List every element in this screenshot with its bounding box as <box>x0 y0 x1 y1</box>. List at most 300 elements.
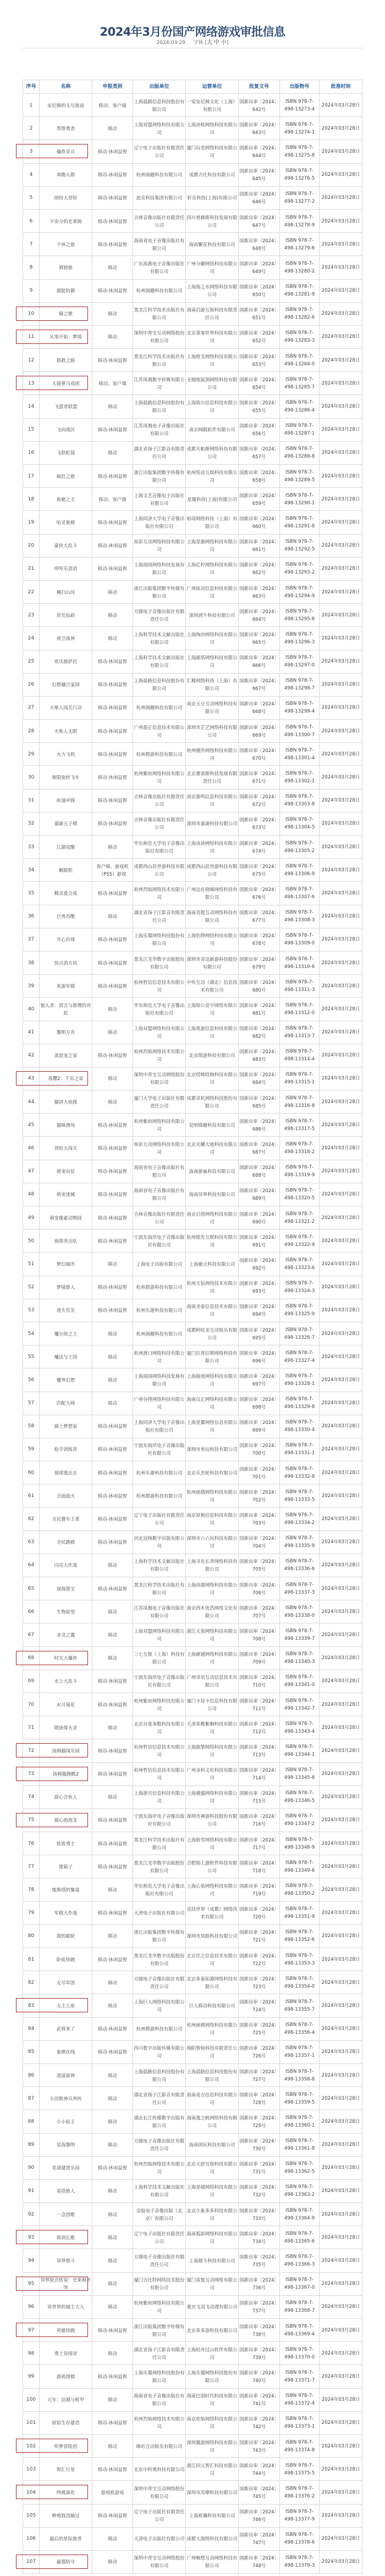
col-header-isbn: 出版物号 <box>280 80 320 94</box>
table-row <box>23 372 362 395</box>
cell-approval-date: 2024年03月28日 <box>320 2527 362 2550</box>
cell-seq: 95 <box>23 2272 40 2295</box>
cell-name: 原始生存建造 <box>40 2411 92 2434</box>
cell-category: 移动-休闲益智 <box>92 1948 133 1971</box>
cell-category: 移动-休闲益智 <box>92 349 133 372</box>
cell-approval-no: 国新出审〔2024〕700号 <box>239 1438 280 1461</box>
cell-approval-date: 2024年03月28日 <box>320 2226 362 2249</box>
cell-seq: 41 <box>23 1021 40 1044</box>
cell-approval-date: 2024年03月28日 <box>320 2458 362 2481</box>
cell-operator: 浙江天栾网络科技有限公司 <box>186 1623 239 1646</box>
cell-isbn: ISBN 978-7-498-13319-9 <box>280 1160 320 1183</box>
cell-approval-date: 2024年03月28日 <box>320 2040 362 2063</box>
table-row <box>23 2203 362 2226</box>
cell-name: 奔跑人群 <box>40 163 92 186</box>
cell-operator: 广州分趣网络科技有限公司 <box>186 256 239 279</box>
cell-name: 铁盾勇士 <box>40 1832 92 1855</box>
cell-name: 梦幻城市 <box>40 1253 92 1276</box>
cell-approval-no: 国新出审〔2024〕665号 <box>239 627 280 650</box>
cell-name: 冒险大闯关 <box>40 1137 92 1160</box>
cell-isbn: ISBN 978-7-498-13370-0 <box>280 2342 320 2365</box>
cell-approval-no: 国新出审〔2024〕655号 <box>239 395 280 418</box>
cell-publisher: 海南省电子音像出版社有限公司 <box>133 1183 186 1206</box>
cell-approval-no: 国新出审〔2024〕712号 <box>239 1716 280 1739</box>
cell-operator: 广州炫动信息科技有限公司 <box>186 580 239 603</box>
cell-name: 异世界的城主大人 <box>40 2295 92 2318</box>
cell-operator: 广州金科文化科技有限公司 <box>186 1762 239 1785</box>
cell-isbn: ISBN 978-7-498-13327-4 <box>280 1345 320 1368</box>
cell-publisher: 杭州群游科技有限公司 <box>133 2017 186 2040</box>
table-row <box>23 2087 362 2110</box>
cell-publisher: 天津电子出版社有限公司 <box>133 1901 186 1924</box>
cell-category: 移动 <box>92 1924 133 1948</box>
cell-name: 安尼姆的无尽旅途 <box>40 94 92 117</box>
cell-operator: 上海怡铮网络科技有限公司 <box>186 928 239 951</box>
cell-operator: 北京任之信息技术有限公司 <box>186 1948 239 1971</box>
cell-isbn: ISBN 978-7-498-13355-7 <box>280 1994 320 2017</box>
cell-seq: 80 <box>23 1924 40 1948</box>
cell-seq: 92 <box>23 2203 40 2226</box>
cell-isbn: ISBN 978-7-498-13377-9 <box>280 2504 320 2527</box>
cell-approval-no: 国新出审〔2024〕736号 <box>239 2272 280 2295</box>
table-row <box>23 1392 362 1415</box>
cell-name: 最后的星际旅者 <box>40 2527 92 2550</box>
cell-category: 移动 <box>92 1994 133 2017</box>
cell-approval-no: 国新出审〔2024〕725号 <box>239 2017 280 2040</box>
cell-operator: 上海海之水网络科技有限公司 <box>186 279 239 302</box>
cell-isbn: ISBN 978-7-498-13297-0 <box>280 650 320 673</box>
font-size-label: 字体 <box>193 40 204 46</box>
cell-isbn: ISBN 978-7-498-13359-5 <box>280 2087 320 2110</box>
cell-category: 移动 <box>92 627 133 650</box>
cell-publisher: 吉林音像出版社有限责任公司 <box>133 789 186 812</box>
font-size-large[interactable]: 大 <box>207 40 213 46</box>
cell-approval-date: 2024年03月28日 <box>320 1693 362 1716</box>
cell-operator: 四川普赖斯科技发展有限公司 <box>186 209 239 232</box>
cell-approval-date: 2024年03月28日 <box>320 650 362 673</box>
cell-approval-no: 国新出审〔2024〕698号 <box>239 1392 280 1415</box>
cell-seq: 50 <box>23 1229 40 1253</box>
cell-isbn: ISBN 978-7-498-13300-7 <box>280 720 320 743</box>
cell-approval-date: 2024年03月28日 <box>320 1253 362 1276</box>
cell-isbn: ISBN 978-7-498-13277-2 <box>280 186 320 209</box>
table-row <box>23 1415 362 1438</box>
cell-approval-no: 国新出审〔2024〕654号 <box>239 372 280 395</box>
cell-publisher: 杭州群游科技有限公司 <box>133 1276 186 1299</box>
cell-approval-date: 2024年03月28日 <box>320 2481 362 2504</box>
cell-approval-no: 国新出审〔2024〕727号 <box>239 2063 280 2087</box>
cell-approval-date: 2024年03月28日 <box>320 94 362 117</box>
cell-name: 缤纷大冒险 <box>40 186 92 209</box>
cell-approval-no: 国新出审〔2024〕695号 <box>239 1322 280 1345</box>
cell-seq: 71 <box>23 1716 40 1739</box>
font-size-small[interactable]: 小 <box>221 40 227 46</box>
cell-operator: 无锡地鼠洞网络科技有限公司 <box>186 372 239 395</box>
cell-operator: 上海寻光长青网络科技有限公司 <box>186 1554 239 1577</box>
cell-category: 移动 <box>92 1253 133 1276</box>
cell-category: 移动 <box>92 2527 133 2550</box>
cell-category: 移动-休闲益智 <box>92 1531 133 1554</box>
cell-publisher: 四川数字出版传媒有限公司 <box>133 2040 186 2063</box>
cell-approval-date: 2024年03月28日 <box>320 2319 362 2342</box>
cell-approval-date: 2024年03月28日 <box>320 256 362 279</box>
cell-approval-date: 2024年03月28日 <box>320 1716 362 1739</box>
cell-isbn: ISBN 978-7-498-13324-3 <box>280 1276 320 1299</box>
table-row <box>23 789 362 812</box>
cell-name: 巨兽苏醒 <box>40 905 92 928</box>
cell-publisher: 江苏凤凰电子音像出版社有限公司 <box>133 1600 186 1623</box>
cell-category: 移动-休闲益智 <box>92 1415 133 1438</box>
cell-approval-no: 国新出审〔2024〕731号 <box>239 2156 280 2179</box>
cell-name: 汤姆猫跑酷2 <box>40 1762 92 1785</box>
table-row <box>23 1716 362 1739</box>
cell-publisher: 上海科学技术文献出版社有限公司 <box>133 650 186 673</box>
cell-name: 萌宠迷城 <box>40 1183 92 1206</box>
cell-isbn: ISBN 978-7-498-13286-4 <box>280 395 320 418</box>
cell-approval-no: 国新出审〔2024〕723号 <box>239 1971 280 1994</box>
cell-seq: 57 <box>23 1392 40 1415</box>
cell-seq: 58 <box>23 1415 40 1438</box>
table-row <box>23 1438 362 1461</box>
cell-operator: 成都力比科技有限公司 <box>186 163 239 186</box>
cell-approval-no: 国新出审〔2024〕746号 <box>239 2504 280 2527</box>
cell-approval-no: 国新出审〔2024〕672号 <box>239 789 280 812</box>
table-row <box>23 1554 362 1577</box>
cell-isbn: ISBN 978-7-498-13304-5 <box>280 812 320 835</box>
table-row <box>23 1531 362 1554</box>
table-row <box>23 928 362 951</box>
cell-approval-date: 2024年03月28日 <box>320 604 362 627</box>
cell-isbn: ISBN 978-7-498-13280-2 <box>280 256 320 279</box>
cell-seq: 12 <box>23 349 40 372</box>
cell-isbn: ISBN 978-7-498-13292-5 <box>280 534 320 557</box>
cell-approval-no: 国新出审〔2024〕656号 <box>239 418 280 441</box>
cell-approval-date: 2024年03月28日 <box>320 720 362 743</box>
cell-operator: 海南狐影网络科技有限公司 <box>186 2226 239 2249</box>
cell-category: 移动 <box>92 2179 133 2202</box>
cell-category: 移动-休闲益智 <box>92 1693 133 1716</box>
cell-isbn: ISBN 978-7-498-13283-3 <box>280 325 320 348</box>
table-row <box>23 650 362 673</box>
cell-seq: 76 <box>23 1832 40 1855</box>
cell-name: 虎卫战神 <box>40 627 92 650</box>
cell-approval-no: 国新出审〔2024〕653号 <box>239 349 280 372</box>
cell-isbn: ISBN 978-7-498-13371-7 <box>280 2365 320 2388</box>
cell-category: 移动 <box>92 1322 133 1345</box>
cell-publisher: 金报电子音像出版（北京）有限公司 <box>133 2203 186 2226</box>
cell-operator: 上海圆戏网络科技有限公司 <box>186 1368 239 1392</box>
cell-approval-date: 2024年03月28日 <box>320 2063 362 2087</box>
cell-approval-no: 国新出审〔2024〕728号 <box>239 2087 280 2110</box>
cell-operator: 昆明锋趣科技有限公司 <box>186 1114 239 1137</box>
cell-operator: 南京伦焰网络科技有限公司 <box>186 2411 239 2434</box>
cell-approval-no: 国新出审〔2024〕681号 <box>239 998 280 1021</box>
cell-isbn: ISBN 978-7-498-13373-1 <box>280 2411 320 2434</box>
table-row <box>23 2458 362 2481</box>
table-row <box>23 1577 362 1600</box>
cell-category: 移动 <box>92 1785 133 1809</box>
cell-approval-no: 国新出审〔2024〕738号 <box>239 2319 280 2342</box>
cell-seq: 87 <box>23 2087 40 2110</box>
table-row <box>23 349 362 372</box>
table-row <box>23 673 362 696</box>
cell-approval-no: 国新出审〔2024〕669号 <box>239 720 280 743</box>
table-row <box>23 766 362 789</box>
cell-category: 移动-休闲益智 <box>92 789 133 812</box>
cell-seq: 79 <box>23 1901 40 1924</box>
cell-approval-no: 国新出审〔2024〕724号 <box>239 1994 280 2017</box>
cell-approval-no: 国新出审〔2024〕657号 <box>239 441 280 464</box>
cell-name: 疯狂之旅 <box>40 465 92 488</box>
cell-publisher: 海南省电子音像出版社有限公司 <box>133 2388 186 2411</box>
cell-operator: 重庆飞羽飞动漫有限公司 <box>186 2295 239 2318</box>
cell-seq: 36 <box>23 905 40 928</box>
cell-isbn: ISBN 978-7-498-13365-6 <box>280 2226 320 2249</box>
table-row <box>23 256 362 279</box>
cell-publisher: 上海科学技术文献出版社有限公司 <box>133 1554 186 1577</box>
cell-isbn: ISBN 978-7-498-13305-2 <box>280 836 320 859</box>
cell-approval-no: 国新出审〔2024〕745号 <box>239 2481 280 2504</box>
cell-seq: 53 <box>23 1299 40 1322</box>
cell-name: 我的邮轮 <box>40 1924 92 1948</box>
cell-category: 移动-休闲益智 <box>92 1183 133 1206</box>
cell-operator: 上海娱公信息科技有限公司 <box>186 395 239 418</box>
cell-publisher: 浙江出版集团数字传媒有限公司 <box>133 465 186 488</box>
table-row <box>23 2156 362 2179</box>
cell-operator: 海南启游互娱科技有限责任公司 <box>186 302 239 325</box>
cell-approval-date: 2024年03月28日 <box>320 1507 362 1531</box>
cell-approval-no: 国新出审〔2024〕708号 <box>239 1623 280 1646</box>
cell-publisher: 湖北省扬子江影音有限责任公司 <box>133 2342 186 2365</box>
cell-category: 移动-休闲益智 <box>92 1137 133 1160</box>
cell-operator: 深圳市六六玩科技有限公司 <box>186 1531 239 1554</box>
cell-operator: 南京网眼软件有限公司 <box>186 418 239 441</box>
cell-approval-date: 2024年03月28日 <box>320 2203 362 2226</box>
cell-operator: 海南异界科技有限公司 <box>186 1183 239 1206</box>
cell-approval-date: 2024年03月28日 <box>320 325 362 348</box>
table-row <box>23 1693 362 1716</box>
cell-publisher: 华东师范大学电子音像出版社有限公司 <box>133 836 186 859</box>
cell-operator: 上海冰块网络科技有限公司 <box>186 836 239 859</box>
cell-operator: 绵阳智如科技有限责任公司 <box>186 2040 239 2063</box>
cell-category: 移动-休闲益智 <box>92 1809 133 1832</box>
cell-isbn: ISBN 978-7-498-13364-9 <box>280 2203 320 2226</box>
cell-publisher: 上海同济大学电子音像出版社有限公司 <box>133 1415 186 1438</box>
cell-name: 从零开始：梦境 <box>40 325 92 348</box>
cell-publisher: 咪咕互动娱乐有限公司 <box>133 2434 186 2457</box>
cell-seq: 29 <box>23 743 40 766</box>
cell-operator: 成都大海怪科技有限公司 <box>186 2527 239 2550</box>
cell-name: 深海猎宝 <box>40 1577 92 1600</box>
cell-name: 无主王座 <box>40 1994 92 2017</box>
cell-publisher: 湖北省扬子江影音有限责任公司 <box>133 905 186 928</box>
cell-approval-no: 国新出审〔2024〕697号 <box>239 1368 280 1392</box>
cell-approval-date: 2024年03月28日 <box>320 2272 362 2295</box>
cell-approval-date: 2024年03月28日 <box>320 418 362 441</box>
cell-operator: 海南麦吉信息科技有限公司 <box>186 2087 239 2110</box>
cell-isbn: ISBN 978-7-498-13372-4 <box>280 2388 320 2411</box>
cell-seq: 102 <box>23 2434 40 2457</box>
cell-name: 江湖觉醒 <box>40 836 92 859</box>
cell-publisher: 江苏凤凰电子音像出版社有限公司 <box>133 418 186 441</box>
cell-category: 移动 <box>92 1716 133 1739</box>
cell-publisher: 河北冠林数字出版有限公司 <box>133 1531 186 1554</box>
cell-seq: 42 <box>23 1044 40 1067</box>
table-row <box>23 2272 362 2295</box>
cell-approval-no: 国新出审〔2024〕662号 <box>239 557 280 580</box>
table-row <box>23 2504 362 2527</box>
cell-publisher: 杭州渡口网络科技有限公司 <box>133 1345 186 1368</box>
cell-operator: 海南繁花科技有限公司 <box>186 233 239 256</box>
cell-name: 流浪宠之家 <box>40 1044 92 1067</box>
cell-approval-date: 2024年03月28日 <box>320 1206 362 1229</box>
cell-publisher: 北京中科奥科技有限公司 <box>133 2458 186 2481</box>
cell-category: 移动 <box>92 441 133 464</box>
table-row <box>23 163 362 186</box>
cell-isbn: ISBN 978-7-498-13350-2 <box>280 1878 320 1901</box>
cell-seq: 94 <box>23 2249 40 2272</box>
cell-category: 移动-休闲益智 <box>92 1276 133 1299</box>
cell-operator: 上海格戈网络科技有限公司 <box>186 349 239 372</box>
cell-isbn: ISBN 978-7-498-13312-0 <box>280 998 320 1021</box>
cell-publisher: 上海乐蜀网络科技股份有限公司 <box>133 928 186 951</box>
cell-approval-date: 2024年03月28日 <box>320 1114 362 1137</box>
cell-approval-date: 2024年03月28日 <box>320 395 362 418</box>
cell-approval-no: 国新出审〔2024〕687号 <box>239 1137 280 1160</box>
cell-seq: 72 <box>23 1739 40 1762</box>
cell-isbn: ISBN 978-7-498-13346-5 <box>280 1785 320 1809</box>
cell-publisher: 杭州乐港科技有限公司 <box>133 1299 186 1322</box>
cell-category: 移动 <box>92 2226 133 2249</box>
cell-name: 卧底快跑 <box>40 1948 92 1971</box>
cell-approval-date: 2024年03月28日 <box>320 1994 362 2017</box>
cell-approval-date: 2024年03月28日 <box>320 905 362 928</box>
table-row <box>23 1507 362 1531</box>
cell-approval-date: 2024年03月28日 <box>320 1623 362 1646</box>
cell-operator: 杭州圈外网络科技有限公司 <box>186 743 239 766</box>
cell-category: 移动 <box>92 2388 133 2411</box>
cell-approval-no: 国新出审〔2024〕734号 <box>239 2226 280 2249</box>
cell-name: 超能防御 <box>40 279 92 302</box>
cell-operator: 海南逸之帆网络科技有限公司 <box>186 2110 239 2133</box>
cell-seq: 23 <box>23 604 40 627</box>
table-row <box>23 488 362 511</box>
cell-publisher: 杭州紫府网络科技有限公司 <box>133 1693 186 1716</box>
cell-publisher: 浙江出版集团数字传媒有限公司 <box>133 2319 186 2342</box>
cell-seq: 70 <box>23 1693 40 1716</box>
cell-isbn: ISBN 978-7-498-13293-2 <box>280 557 320 580</box>
cell-approval-date: 2024年03月28日 <box>320 789 362 812</box>
cell-name: 闪亮大作战 <box>40 1554 92 1577</box>
cell-seq: 101 <box>23 2411 40 2434</box>
cell-category: 移动-休闲益智 <box>92 1670 133 1693</box>
cell-seq: 21 <box>23 557 40 580</box>
cell-seq: 52 <box>23 1276 40 1299</box>
cell-operator: 上海硬通网络科技有限公司 <box>186 1646 239 1670</box>
cell-isbn: ISBN 978-7-498-13339-7 <box>280 1623 320 1646</box>
cell-operator: 天津多酷紫桐科技有限公司 <box>186 1716 239 1739</box>
cell-name: 解限机 <box>40 859 92 882</box>
cell-operator: 广州畅想互动网络科技有限公司 <box>186 2550 239 2573</box>
cell-publisher: 辽宁电子出版社有限责任公司 <box>133 2226 186 2249</box>
cell-approval-no: 国新出审〔2024〕720号 <box>239 1901 280 1924</box>
cell-category: 移动-休闲益智 <box>92 720 133 743</box>
cell-approval-no: 国新出审〔2024〕648号 <box>239 233 280 256</box>
cell-operator: 深圳市禅游科技股份有限公司 <box>186 1809 239 1832</box>
cell-publisher: 宁波东海岸电子音像出版社有限公司 <box>133 1229 186 1253</box>
cell-operator: 上海驰元科技有限公司 <box>186 1253 239 1276</box>
cell-isbn: ISBN 978-7-498-13357-1 <box>280 2040 320 2063</box>
cell-category: 移动 <box>92 1021 133 1044</box>
cell-publisher: 深圳中青宝互动网络股份有限公司 <box>133 2481 186 2504</box>
cell-approval-no: 国新出审〔2024〕739号 <box>239 2342 280 2365</box>
cell-seq: 67 <box>23 1623 40 1646</box>
cell-category: 移动-休闲益智 <box>92 209 133 232</box>
cell-seq: 28 <box>23 720 40 743</box>
cell-approval-no: 国新出审〔2024〕675号 <box>239 859 280 882</box>
cell-operator: 上海星啸网络科技有限公司 <box>186 2179 239 2202</box>
font-size-medium[interactable]: 中 <box>214 40 220 46</box>
cell-category: 移动 <box>92 2550 133 2573</box>
cell-approval-no: 国新出审〔2024〕726号 <box>239 2040 280 2063</box>
cell-approval-date: 2024年03月28日 <box>320 534 362 557</box>
cell-isbn: ISBN 978-7-498-13361-8 <box>280 2133 320 2156</box>
cell-publisher: 杭州烈焰网络技术有限公司 <box>133 1044 186 1067</box>
cell-operator: 广州卓讯互动信息技术有限公司 <box>186 1670 239 1693</box>
cell-seq: 19 <box>23 511 40 534</box>
cell-category: 移动 <box>92 836 133 859</box>
cell-publisher: 杭州紫府网络科技有限公司 <box>133 1114 186 1137</box>
cell-publisher: 上海双盟网络科技有限公司 <box>133 1623 186 1646</box>
cell-isbn: ISBN 978-7-498-13341-0 <box>280 1670 320 1693</box>
table-row <box>23 1809 362 1832</box>
cell-name: 火柴人闯关行动 <box>40 696 92 719</box>
cell-publisher: 宁波东海岸电子音像出版社有限公司 <box>133 1670 186 1693</box>
cell-operator: 北京多泰拓源网络科技有限公司 <box>186 1971 239 1994</box>
cell-operator: 海南游巢科技有限公司 <box>186 1160 239 1183</box>
cell-approval-no: 国新出审〔2024〕688号 <box>239 1160 280 1183</box>
cell-category: 移动-休闲益智 <box>92 1299 133 1322</box>
cell-operator: 北京哎呦哎呦科技有限公司 <box>186 1067 239 1090</box>
cell-name: 火力飞机 <box>40 743 92 766</box>
table-row <box>23 140 362 163</box>
cell-category: 移动-休闲益智 <box>92 1507 133 1531</box>
cell-approval-no: 国新出审〔2024〕714号 <box>239 1762 280 1785</box>
cell-approval-no: 国新出审〔2024〕692号 <box>239 1253 280 1276</box>
cell-approval-date: 2024年03月28日 <box>320 998 362 1021</box>
cell-publisher: 杭州紫府网络科技有限公司 <box>133 766 186 789</box>
cell-publisher: 炫彩互动网络科技有限公司 <box>133 1137 186 1160</box>
cell-publisher: 上海晨路信息科技股份有限公司 <box>133 94 186 117</box>
cell-operator: 成都西山居世游科技有限公司 <box>186 859 239 882</box>
cell-approval-no: 国新出审〔2024〕668号 <box>239 696 280 719</box>
cell-category: 移动-休闲益智 <box>92 534 133 557</box>
cell-approval-date: 2024年03月28日 <box>320 1322 362 1345</box>
cell-operator: 深圳鸿午科技有限公司 <box>186 604 239 627</box>
table-row <box>23 1600 362 1623</box>
table-row <box>23 2133 362 2156</box>
cell-operator: 上海爽游信息科技有限公司 <box>186 1021 239 1044</box>
cell-isbn: ISBN 978-7-498-13348-9 <box>280 1832 320 1855</box>
cell-seq: 1 <box>23 94 40 117</box>
cell-approval-no: 国新出审〔2024〕678号 <box>239 928 280 951</box>
cell-name: 游苑围棋 <box>40 2365 92 2388</box>
cell-name: 星球建造乐园 <box>40 2156 92 2179</box>
cell-name: 元年：法源与机甲 <box>40 2388 92 2411</box>
cell-isbn: ISBN 978-7-498-13344-1 <box>280 1739 320 1762</box>
cell-seq: 86 <box>23 2063 40 2087</box>
cell-seq: 82 <box>23 1971 40 1994</box>
